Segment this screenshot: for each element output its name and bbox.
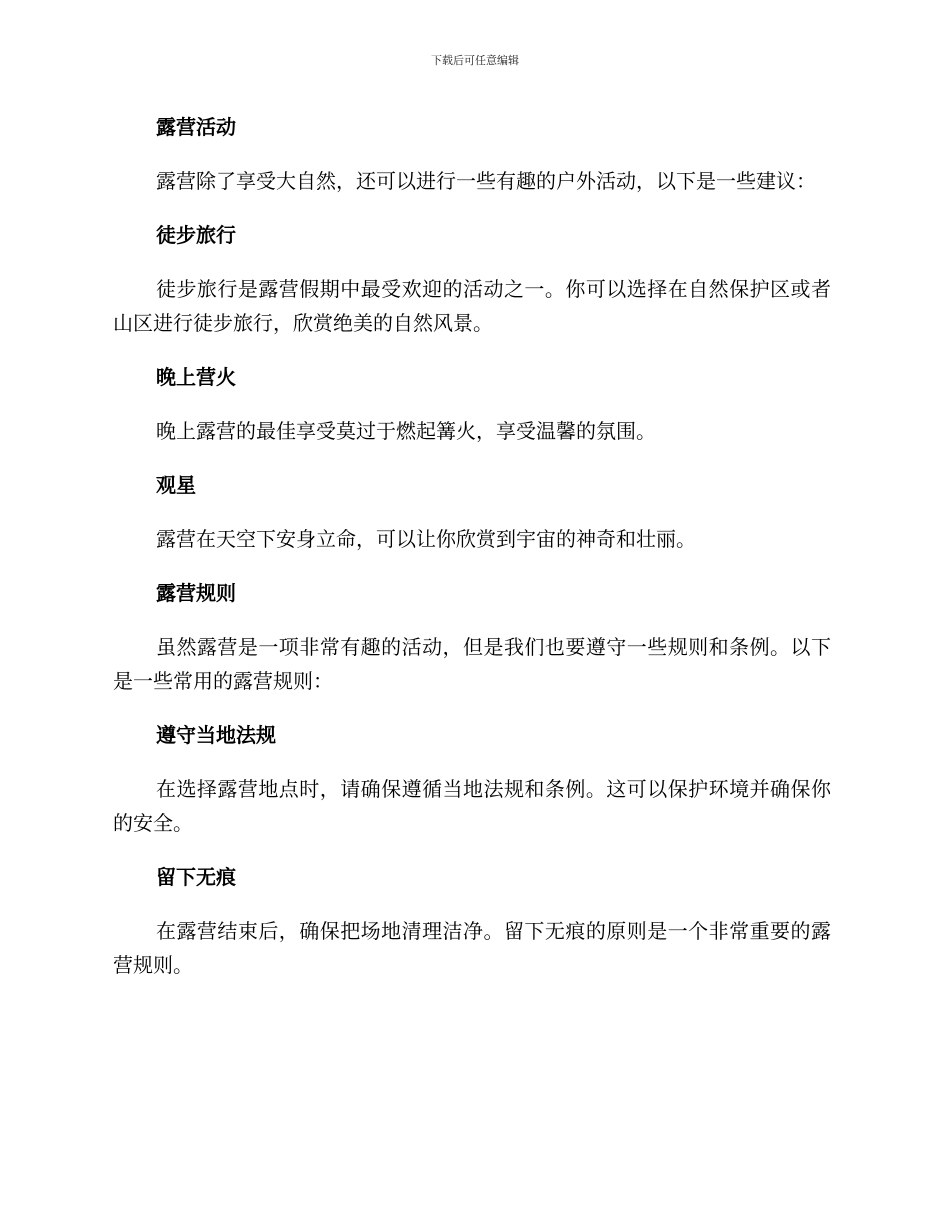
page-header: 下载后可任意编辑: [431, 54, 519, 67]
section-heading-leave-no-trace: 留下无痕: [156, 865, 236, 889]
section-heading-camping-rules: 露营规则: [156, 581, 236, 605]
section-heading-camping-activities: 露营活动: [156, 115, 236, 139]
section-paragraph-campfire: 晚上露营的最佳享受莫过于燃起篝火，享受温馨的氛围。: [156, 419, 656, 443]
section-heading-hiking: 徒步旅行: [156, 223, 236, 247]
section-paragraph-stargazing: 露营在天空下安身立命，可以让你欣赏到宇宙的神奇和壮丽。: [156, 527, 696, 551]
document-body: [113, 108, 831, 1000]
section-paragraph-camping-activities: 露营除了享受大自然，还可以进行一些有趣的户外活动，以下是一些建议：: [156, 169, 816, 193]
section-paragraph-local-laws: 在选择露营地点时，请确保遵循当地法规和条例。这可以保护环境并确保你的安全。: [113, 777, 831, 835]
section-heading-local-laws: 遵守当地法规: [156, 723, 276, 747]
section-paragraph-camping-rules: 虽然露营是一项非常有趣的活动，但是我们也要遵守一些规则和条例。以下是一些常用的露营规则：: [113, 635, 831, 693]
section-heading-stargazing: 观星: [156, 473, 196, 497]
section-paragraph-hiking: 徒步旅行是露营假期中最受欢迎的活动之一。你可以选择在自然保护区或者山区进行徒步旅行，欣赏绝美的自然风景。: [113, 277, 831, 335]
section-heading-campfire: 晚上营火: [156, 365, 236, 389]
section-paragraph-leave-no-trace: 在露营结束后，确保把场地清理洁净。留下无痕的原则是一个非常重要的露营规则。: [113, 919, 831, 977]
